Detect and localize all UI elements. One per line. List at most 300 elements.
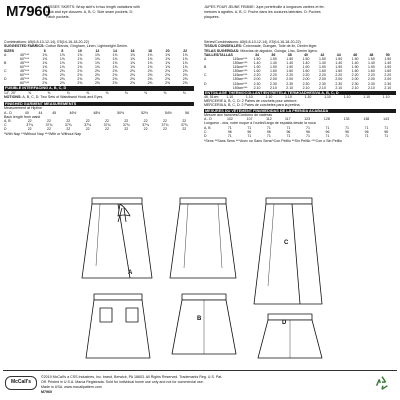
table-cell: 1⅝: [77, 56, 83, 61]
table-cell: 1.60: [368, 69, 375, 74]
table-cell: A, B: [4, 119, 11, 124]
table-cell: 22: [182, 119, 187, 124]
table-cell: 2⅜: [112, 69, 118, 74]
table-cell: 60"***: [20, 81, 30, 86]
table-cell: 38: [287, 52, 292, 57]
yardage-table-en: [4, 49, 194, 86]
table-cell: ⅜: [124, 90, 128, 95]
table-cell: 2⅜: [77, 73, 83, 78]
desc-fr-line2: metures à agrafes. A, B, C: Poche dans les coutures latérales. D: Poches: [204, 10, 321, 14]
table-cell: 102: [226, 117, 233, 122]
table-cell: 1.10: [226, 95, 234, 100]
table-cell: 2.10: [384, 85, 392, 90]
table-cell: 2⅝: [77, 81, 83, 86]
table-cell: 54½: [164, 110, 172, 115]
table-cell: 1⅝: [59, 52, 65, 57]
table-cell: ⅜: [47, 90, 51, 95]
table-cell: 1.60: [286, 69, 294, 74]
table-cell: 20: [165, 48, 170, 53]
table-cell: 2⅜: [112, 73, 118, 78]
table-cell: 115cm***: [232, 65, 248, 70]
table-cell: 1⅝: [165, 56, 171, 61]
hip-label-en: Measurement at Hipline: [4, 106, 42, 111]
table-cell: 46, 51cm: [204, 95, 219, 100]
table-cell: 2.00: [302, 77, 310, 82]
table-cell: 1⅝: [112, 60, 118, 65]
table-cell: D: [204, 133, 207, 138]
table-cell: 1⅝: [147, 56, 153, 61]
table-cell: 45: [52, 110, 57, 115]
footer-rule: [3, 370, 397, 371]
table-cell: 71: [306, 125, 310, 130]
copyright-line1: ©2019 McCall's a CSS Industries, Inc. brand, Berwick, PA 18603. All Rights Reserved. Trademarks Reg. U.S. Pat.: [41, 375, 223, 379]
table-cell: 44: [38, 110, 43, 115]
view-a-drawing: [82, 198, 152, 278]
table-cell: 71: [384, 133, 389, 138]
table-cell: 2⅜: [147, 73, 153, 78]
table-cell: 2.00: [351, 77, 359, 82]
table-cell: 1⅝: [94, 64, 100, 69]
table-cell: 2.30: [384, 81, 392, 86]
length-row: [4, 127, 194, 131]
table-cell: 1.60: [351, 69, 359, 74]
length-row: [204, 134, 396, 138]
table-cell: 2.30: [335, 81, 343, 86]
table-cell: 1.90: [269, 65, 277, 70]
table-cell: 2⅝: [130, 81, 135, 86]
table-cell: 1⅝: [130, 60, 135, 65]
table-cell: C: [204, 129, 207, 134]
table-cell: 6: [43, 48, 46, 53]
table-cell: 44: [336, 52, 341, 57]
table-cell: 2⅜: [130, 69, 135, 74]
view-a-label: A: [128, 270, 133, 276]
table-cell: 1⅝: [182, 56, 188, 61]
table-cell: 1.50: [368, 56, 375, 61]
table-cell: 71: [227, 125, 232, 130]
footer-pattern-code: M7960: [41, 390, 52, 394]
table-cell: 1.60: [253, 69, 261, 74]
table-cell: 2.20: [368, 73, 375, 78]
table-cell: 128: [323, 117, 330, 122]
table-cell: 1⅝: [112, 56, 118, 61]
table-cell: 22: [105, 127, 109, 132]
fabrics-fr-title: TISSUS CONSEILLÉS:: [204, 44, 243, 49]
table-cell: 1⅝: [42, 56, 48, 61]
table-cell: 1.10: [285, 95, 292, 100]
table-cell: 1.10: [343, 95, 351, 100]
brand-logo: McCall's: [5, 376, 37, 390]
table-cell: 2⅜: [147, 69, 153, 74]
table-cell: 2⅜: [165, 73, 171, 78]
table-cell: 2.20: [351, 73, 359, 78]
table-cell: 1⅝: [147, 64, 153, 69]
table-cell: 2.20: [335, 73, 343, 78]
table-cell: 1.90: [351, 65, 359, 70]
table-cell: 2.30: [368, 81, 375, 86]
desc-fr-line3: plaquées.: [204, 15, 220, 19]
table-cell: 40: [24, 110, 29, 115]
table-cell: 2⅝: [182, 81, 188, 86]
table-cell: 45"***: [20, 77, 30, 82]
table-cell: 37¾: [84, 123, 92, 128]
table-cell: 1.90: [318, 65, 326, 70]
table-cell: 71: [286, 133, 291, 138]
table-cell: 2.20: [302, 73, 310, 78]
table-cell: 22: [27, 119, 32, 124]
table-cell: 2.10: [351, 85, 359, 90]
table-cell: 14", 20": [4, 90, 17, 95]
table-cell: 71: [364, 125, 369, 130]
table-cell: 2.00: [384, 77, 392, 82]
table-cell: 71: [227, 133, 232, 138]
table-cell: 2⅝: [77, 77, 83, 82]
notions-es: MERCERÍA A, B, C, D: 2 Pares de corchetes para la pretina.: [204, 103, 301, 108]
table-cell: 71: [325, 125, 330, 130]
table-cell: 2⅜: [94, 69, 100, 74]
table-cell: 1⅝: [165, 60, 171, 65]
table-cell: 150cm***: [232, 61, 248, 66]
table-cell: 117: [285, 117, 291, 122]
table-cell: 71: [345, 125, 349, 130]
table-cell: 2.20: [269, 73, 277, 78]
table-cell: 1⅝: [77, 60, 83, 65]
measurements-fr-title: MESURES DU VÊTEMENT FINI/MEDIDAS DE LA PRENDA ACABADA: [204, 109, 396, 113]
table-cell: 1.50: [351, 56, 359, 61]
table-cell: 2⅝: [59, 81, 65, 86]
english-column: [4, 40, 194, 137]
table-cell: 22: [66, 127, 71, 132]
table-cell: 1⅝: [94, 60, 100, 65]
table-cell: 1.60: [302, 69, 310, 74]
table-cell: 1.50: [302, 56, 310, 61]
table-cell: 2⅜: [77, 69, 83, 74]
table-cell: 2⅝: [147, 77, 153, 82]
view-b-drawing: [170, 198, 236, 278]
table-cell: 96: [325, 129, 330, 134]
table-cell: 1.40: [318, 61, 326, 66]
table-cell: 22: [182, 127, 187, 132]
table-cell: 115cm***: [232, 81, 248, 86]
table-cell: TAILLES/TALLAS: [204, 52, 233, 57]
table-cell: 2.10: [269, 85, 277, 90]
table-cell: 37¾: [122, 123, 130, 128]
table-cell: 2⅝: [112, 81, 118, 86]
table-cell: 2⅜: [42, 73, 48, 78]
table-cell: 1.10: [363, 95, 370, 100]
combinations-fr: Séries/Combinaisons: A5(6-8-10-12-14), E5(14-16-18-20-22): [204, 40, 301, 44]
table-cell: 2⅝: [59, 77, 65, 82]
table-cell: 71: [286, 125, 291, 130]
table-cell: 150cm***: [232, 77, 248, 82]
table-cell: ⅜: [28, 90, 32, 95]
table-cell: 37¾: [142, 123, 150, 128]
fabrics-en-text: Cotton Blends, Gingham, Linen, Lightweight Denim.: [45, 44, 129, 49]
table-cell: 2.00: [286, 77, 294, 82]
table-cell: 1.40: [286, 61, 294, 66]
table-cell: 2⅝: [147, 81, 153, 86]
table-cell: 2.20: [286, 73, 294, 78]
table-cell: 2⅝: [130, 77, 135, 82]
table-cell: 46½: [69, 110, 77, 115]
table-cell: 1⅝: [59, 60, 65, 65]
table-cell: 60"***: [20, 64, 30, 69]
table-cell: 1⅝: [77, 64, 83, 69]
length-label-fr: Longueur - dos, votre nuque à l'ourlet/Largo de espalda desde la nuca: [204, 121, 316, 126]
table-cell: 1⅝: [59, 56, 65, 61]
table-cell: 1.60: [269, 69, 277, 74]
desc-en-line2: hook and eye closures. A, B, C: Side seam pockets. D:: [46, 10, 134, 14]
table-cell: 1⅝: [112, 64, 118, 69]
view-d-back-drawing: [258, 314, 322, 358]
table-cell: 2⅝: [94, 81, 100, 86]
table-cell: ⅜: [86, 90, 90, 95]
table-cell: 2.00: [269, 77, 277, 82]
measurements-en-title: FINISHED GARMENT MEASUREMENTS: [4, 102, 194, 106]
table-cell: 1⅝: [130, 64, 135, 69]
table-cell: B: [204, 65, 207, 70]
table-cell: 10: [77, 48, 82, 53]
table-cell: 22: [85, 127, 90, 132]
notions-fr: MERCERIE A, B, C, D: 2 Paires de crochets pour ceinture.: [204, 99, 298, 104]
table-cell: 2⅝: [42, 77, 48, 82]
table-cell: 1.10: [245, 95, 253, 100]
table-cell: 1⅝: [94, 52, 100, 57]
table-cell: 40: [304, 52, 308, 57]
table-cell: 107: [246, 117, 253, 122]
table-cell: 8: [61, 48, 64, 53]
table-cell: 1.90: [302, 65, 310, 70]
table-cell: 48½: [93, 110, 101, 115]
garment-drawings: [60, 196, 340, 368]
table-cell: 1.60: [384, 69, 392, 74]
notions-en: A, B, C, D: Two Sets of Waistband Hook and Eyes.: [22, 94, 104, 99]
table-cell: 1⅝: [112, 52, 118, 57]
table-cell: 2.20: [384, 73, 392, 78]
table-cell: A, B: [204, 125, 211, 130]
table-cell: 52½: [141, 110, 148, 115]
table-cell: C: [4, 123, 7, 128]
table-cell: 2⅝: [42, 81, 48, 86]
nap-note-fr: *Sens **Sans Sens ***Avec ou Sans Sens/*Con Pelillo **Sin Pelillo ***Con o Sin Pelillo: [204, 138, 342, 143]
table-cell: 2⅝: [182, 77, 188, 82]
table-cell: 37¾: [161, 123, 169, 128]
table-cell: 1.40: [335, 61, 343, 66]
table-cell: 1.90: [286, 65, 294, 70]
view-b-label: B: [197, 316, 202, 322]
table-cell: ⅜: [66, 90, 70, 95]
table-cell: 1.40: [302, 61, 310, 66]
table-cell: 71: [266, 125, 271, 130]
table-cell: 22: [47, 127, 51, 132]
table-cell: 150cm***: [232, 69, 248, 74]
table-cell: 1.90: [384, 65, 392, 70]
table-cell: 2.30: [302, 81, 310, 86]
table-cell: 46: [353, 52, 358, 57]
table-cell: 71: [247, 125, 252, 130]
table-cell: 2.10: [302, 85, 310, 90]
table-cell: 2⅝: [165, 81, 171, 86]
table-cell: 45"***: [20, 52, 30, 57]
table-cell: 1⅝: [147, 52, 153, 57]
table-cell: D: [204, 81, 207, 86]
table-cell: 112: [266, 117, 272, 122]
table-cell: 42: [320, 52, 325, 57]
table-cell: A - D: [4, 110, 12, 115]
table-cell: 96: [286, 129, 291, 134]
table-cell: 22: [124, 127, 129, 132]
table-cell: 150cm***: [232, 85, 248, 90]
table-cell: 1⅝: [182, 60, 188, 65]
table-cell: 1.90: [368, 65, 375, 70]
table-cell: 2.20: [253, 73, 261, 78]
table-cell: 138: [363, 117, 370, 122]
table-cell: 56: [185, 110, 190, 115]
table-cell: 2.20: [318, 73, 326, 78]
table-cell: 2⅜: [42, 69, 48, 74]
table-cell: D: [4, 77, 7, 82]
table-cell: 14: [113, 48, 117, 53]
table-cell: 1⅝: [42, 60, 48, 65]
table-cell: 1.90: [253, 65, 261, 70]
yardage-table-fr: [204, 53, 396, 90]
table-cell: 1.50: [269, 56, 277, 61]
yardage-row: [4, 81, 194, 85]
table-cell: 22: [163, 119, 167, 124]
pattern-number: M7960: [6, 3, 51, 20]
table-cell: 34: [255, 52, 259, 57]
table-cell: 1⅝: [59, 64, 65, 69]
yardage-row: [204, 86, 396, 90]
recycle-icon: [373, 374, 391, 392]
table-cell: C: [204, 73, 207, 78]
table-cell: 2.00: [253, 77, 261, 82]
table-cell: 1⅝: [77, 52, 83, 57]
table-cell: 2⅜: [130, 73, 135, 78]
table-cell: B: [4, 60, 7, 65]
table-cell: 12: [95, 48, 100, 53]
table-cell: 1⅝: [42, 52, 48, 57]
table-cell: 2.30: [318, 81, 326, 86]
table-cell: ⅜: [105, 90, 109, 95]
table-cell: 1.40: [351, 61, 359, 66]
table-cell: 1.10: [324, 95, 331, 100]
table-cell: 22: [47, 119, 51, 124]
table-cell: 2.10: [253, 85, 261, 90]
table-cell: SIZES: [4, 48, 15, 53]
table-cell: 71: [364, 133, 369, 138]
view-c-label: C: [284, 240, 289, 246]
table-cell: 2.30: [286, 81, 294, 86]
table-cell: 22: [105, 119, 109, 124]
table-cell: 2⅝: [165, 77, 171, 82]
table-cell: 1.90: [335, 65, 343, 70]
notions-en-title: NOTIONS:: [4, 94, 22, 99]
table-cell: 1.10: [382, 95, 390, 100]
table-cell: 71: [266, 133, 271, 138]
table-cell: 2.00: [318, 77, 326, 82]
table-cell: 1.40: [384, 61, 392, 66]
table-cell: 22: [66, 119, 71, 124]
table-cell: 37¾: [26, 123, 34, 128]
table-cell: 1⅝: [165, 52, 171, 57]
nap-note-en: *With Nap **Without Nap ***With or Without Nap: [4, 132, 82, 137]
table-cell: 115cm***: [232, 56, 248, 61]
view-b-back-drawing: [172, 294, 236, 354]
table-cell: 2.10: [368, 85, 375, 90]
table-cell: ⅜: [182, 90, 186, 95]
table-cell: 22: [85, 119, 90, 124]
table-cell: 133: [343, 117, 350, 122]
table-cell: 96: [306, 129, 310, 134]
fabrics-es-title: TELAS SUGERIDAS:: [204, 48, 240, 53]
table-cell: 2.10: [335, 85, 343, 90]
table-cell: 37¾: [45, 123, 53, 128]
table-cell: 2⅝: [112, 77, 118, 82]
table-cell: 1⅝: [94, 56, 100, 61]
table-cell: ⅜: [144, 90, 148, 95]
fabrics-es: Mezclas de algodón, Guinga, Lino, Denim ligero.: [240, 48, 318, 53]
table-cell: 1.40: [269, 61, 277, 66]
french-spanish-column: [204, 40, 396, 143]
table-cell: 1⅝: [182, 52, 188, 57]
table-cell: 2⅜: [165, 69, 171, 74]
table-cell: 96: [247, 129, 252, 134]
table-cell: 1.40: [368, 61, 375, 66]
interfacing-en-title: FUSIBLE INTERFACING A, B, C, D: [4, 86, 194, 90]
table-cell: 22: [27, 127, 32, 132]
table-cell: 1.60: [335, 69, 343, 74]
table-cell: 2.30: [253, 81, 261, 86]
table-cell: 48: [369, 52, 374, 57]
table-cell: 71: [325, 133, 330, 138]
table-cell: 37¾: [103, 123, 111, 128]
table-cell: 37¾: [64, 123, 72, 128]
table-cell: 22: [124, 119, 129, 124]
table-cell: 2.30: [269, 81, 277, 86]
table-cell: A: [204, 56, 207, 61]
desc-en-line3: Patch pockets.: [46, 15, 70, 19]
table-cell: 2⅜: [94, 73, 100, 78]
combinations-en: Combinations: A5(6-8-10-12-14), E5(14-16-18-20-22): [4, 40, 89, 44]
table-cell: 96: [345, 129, 349, 134]
hip-label-fr: Mesure aux hanches/Contorno de caderas: [204, 113, 272, 118]
table-cell: 96: [227, 129, 232, 134]
interfacing-fr-title: ENTOILAGE THERMOCOLLANT/ENTRETELA TERMOADHESIVA A, B, C, D: [204, 91, 396, 95]
table-cell: 1.60: [318, 69, 326, 74]
table-cell: 2⅜: [182, 69, 188, 74]
table-cell: 1⅝: [130, 56, 135, 61]
table-cell: 96: [364, 129, 369, 134]
table-cell: 1⅝: [165, 64, 171, 69]
table-cell: A - D: [204, 117, 212, 122]
length-table-fr: [204, 126, 396, 138]
table-cell: 71: [247, 133, 252, 138]
table-cell: 60"***: [20, 73, 30, 78]
table-cell: 143: [383, 117, 390, 122]
table-cell: 60"***: [20, 56, 30, 61]
table-cell: 71: [306, 133, 310, 138]
desc-en-line1: MISSES' SKIRTS: Wrap skirt's in two length variations with: [46, 5, 140, 9]
fabrics-en-title: SUGGESTED FABRICS:: [4, 44, 45, 49]
view-d-label: D: [282, 320, 287, 326]
table-cell: 123: [304, 117, 311, 122]
table-cell: 50: [385, 52, 390, 57]
table-cell: 22: [143, 119, 148, 124]
table-cell: [204, 86, 233, 90]
table-cell: 1⅝: [42, 64, 48, 69]
length-label-en: Back length from waist: [4, 114, 41, 119]
